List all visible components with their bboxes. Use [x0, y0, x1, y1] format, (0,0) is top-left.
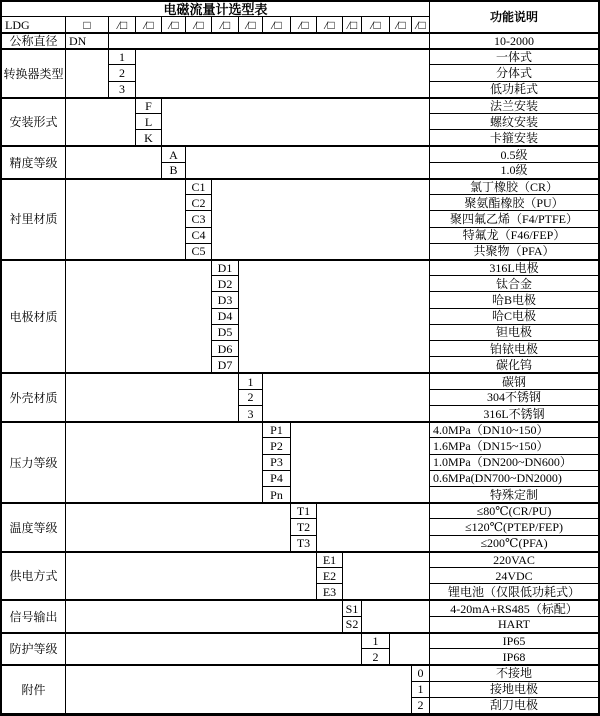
code-cell: 2 — [362, 649, 390, 665]
category-label: 外壳材质 — [2, 373, 66, 422]
code-cell: 3 — [239, 406, 263, 422]
spacer-cell — [66, 146, 162, 178]
code-cell: 1 — [362, 633, 390, 649]
desc-cell: 钛合金 — [430, 276, 598, 292]
desc-cell: 4-20mA+RS485（标配） — [430, 600, 598, 616]
code-cell: 2 — [239, 390, 263, 406]
desc-cell: ≤80℃(CR/PU) — [430, 503, 598, 519]
spacer-cell — [66, 98, 136, 147]
code-cell: 2 — [109, 65, 136, 81]
model-digit-slot: /□ — [186, 17, 212, 33]
model-digit-slot: /□ — [109, 17, 136, 33]
spacer-cell — [212, 179, 430, 260]
code-cell: D7 — [212, 357, 239, 373]
desc-cell: ≤120℃(PTEP/FEP) — [430, 519, 598, 535]
code-cell: D6 — [212, 341, 239, 357]
code-cell: D5 — [212, 325, 239, 341]
spacer-cell — [66, 373, 239, 422]
desc-cell: 共聚物（PFA） — [430, 244, 598, 260]
desc-cell: 聚四氟乙烯（F4/PTFE） — [430, 211, 598, 227]
model-digit-slot: /□ — [390, 17, 412, 33]
code-cell: T1 — [291, 503, 317, 519]
desc-cell: 哈B电极 — [430, 292, 598, 308]
desc-cell: 刮刀电极 — [430, 698, 598, 714]
desc-cell: IP68 — [430, 649, 598, 665]
code-cell: 1 — [109, 49, 136, 65]
desc-cell: 卡箍安装 — [430, 130, 598, 146]
desc-cell: IP65 — [430, 633, 598, 649]
category-label: 压力等级 — [2, 422, 66, 503]
category-label: 衬里材质 — [2, 179, 66, 260]
desc-cell: 螺纹安装 — [430, 114, 598, 130]
code-cell: C5 — [186, 244, 212, 260]
code-cell: B — [162, 163, 186, 179]
code-cell: 0 — [412, 665, 430, 681]
spacer-cell — [291, 422, 430, 503]
code-cell: E1 — [317, 552, 343, 568]
code-cell: S1 — [343, 600, 362, 616]
model-digit-slot: /□ — [291, 17, 317, 33]
category-label: 转换器类型 — [2, 49, 66, 98]
desc-cell: 1.0级 — [430, 163, 598, 179]
spacer-cell — [362, 600, 430, 632]
desc-cell: 不接地 — [430, 665, 598, 681]
code-cell: P1 — [263, 422, 291, 438]
table-title: 电磁流量计选型表 — [2, 2, 430, 17]
code-cell: D4 — [212, 309, 239, 325]
desc-cell: 304不锈钢 — [430, 390, 598, 406]
desc-cell: 哈C电极 — [430, 309, 598, 325]
desc-cell: 铂铱电极 — [430, 341, 598, 357]
code-cell: 3 — [109, 82, 136, 98]
desc-cell: 氯丁橡胶（CR） — [430, 179, 598, 195]
spacer-cell — [239, 260, 430, 374]
spacer-cell — [66, 633, 362, 665]
spacer-cell — [263, 373, 430, 422]
code-cell: Pn — [263, 487, 291, 503]
desc-cell: 1.0MPa（DN200~DN600） — [430, 455, 598, 471]
desc-cell: 24VDC — [430, 568, 598, 584]
code-cell: D1 — [212, 260, 239, 276]
desc-cell: 316L电极 — [430, 260, 598, 276]
code-cell: S2 — [343, 617, 362, 633]
desc-cell: 碳化钨 — [430, 357, 598, 373]
desc-cell: 4.0MPa（DN10~150） — [430, 422, 598, 438]
code-cell-dn: DN — [66, 33, 109, 49]
code-cell: 1 — [412, 682, 430, 698]
code-cell: 2 — [412, 698, 430, 714]
desc-cell: 碳钢 — [430, 373, 598, 389]
desc-cell: 1.6MPa（DN15~150） — [430, 438, 598, 454]
code-cell: L — [136, 114, 162, 130]
category-label-diameter: 公称直径 — [2, 33, 66, 49]
desc-cell: 一体式 — [430, 49, 598, 65]
model-digit-slot: /□ — [362, 17, 390, 33]
code-cell: C1 — [186, 179, 212, 195]
desc-cell: ≤200℃(PFA) — [430, 536, 598, 552]
spacer-cell — [317, 503, 430, 552]
spacer-cell — [66, 503, 291, 552]
category-label: 信号输出 — [2, 600, 66, 632]
desc-cell: 聚氨酯橡胶（PU） — [430, 195, 598, 211]
spacer-cell — [343, 552, 430, 601]
spacer-cell — [109, 33, 430, 49]
desc-cell: 分体式 — [430, 65, 598, 81]
category-label: 温度等级 — [2, 503, 66, 552]
desc-cell: 0.6MPa(DN700~DN2000) — [430, 471, 598, 487]
desc-cell: 特殊定制 — [430, 487, 598, 503]
desc-cell: 低功耗式 — [430, 82, 598, 98]
code-cell: A — [162, 146, 186, 162]
category-label: 电极材质 — [2, 260, 66, 374]
desc-cell: 法兰安装 — [430, 98, 598, 114]
code-cell: C2 — [186, 195, 212, 211]
model-box: □ — [66, 17, 109, 33]
code-cell: D2 — [212, 276, 239, 292]
model-digit-slot: /□ — [162, 17, 186, 33]
code-cell: E3 — [317, 584, 343, 600]
spacer-cell — [390, 633, 430, 665]
code-cell: P4 — [263, 471, 291, 487]
code-cell: C4 — [186, 228, 212, 244]
desc-cell: HART — [430, 617, 598, 633]
code-cell: F — [136, 98, 162, 114]
spacer-cell — [186, 146, 430, 178]
spacer-cell — [66, 179, 186, 260]
model-digit-slot: /□ — [263, 17, 291, 33]
model-digit-slot: /□ — [412, 17, 430, 33]
desc-cell: 0.5级 — [430, 146, 598, 162]
spacer-cell — [66, 260, 212, 374]
category-label: 精度等级 — [2, 146, 66, 178]
category-label: 附件 — [2, 665, 66, 714]
spacer-cell — [66, 552, 317, 601]
spacer-cell — [66, 422, 263, 503]
code-cell: C3 — [186, 211, 212, 227]
code-cell: T3 — [291, 536, 317, 552]
model-digit-slot: /□ — [212, 17, 239, 33]
model-prefix: LDG — [2, 17, 66, 33]
model-digit-slot: /□ — [317, 17, 343, 33]
code-cell: P2 — [263, 438, 291, 454]
code-cell: P3 — [263, 455, 291, 471]
model-digit-slot: /□ — [136, 17, 162, 33]
code-cell: D3 — [212, 292, 239, 308]
desc-cell: 接地电极 — [430, 682, 598, 698]
desc-header: 功能说明 — [430, 2, 598, 33]
spacer-cell — [66, 49, 109, 98]
desc-cell: 316L不锈钢 — [430, 406, 598, 422]
desc-cell: 钽电极 — [430, 325, 598, 341]
code-cell: T2 — [291, 519, 317, 535]
desc-cell: 特氟龙（F46/FEP） — [430, 228, 598, 244]
code-cell: E2 — [317, 568, 343, 584]
category-label: 安装形式 — [2, 98, 66, 147]
desc-cell: 220VAC — [430, 552, 598, 568]
code-cell: 1 — [239, 373, 263, 389]
spacer-cell — [66, 600, 343, 632]
category-label: 供电方式 — [2, 552, 66, 601]
category-label: 防护等级 — [2, 633, 66, 665]
model-digit-slot: /□ — [239, 17, 263, 33]
desc-cell-diameter: 10-2000 — [430, 33, 598, 49]
spacer-cell — [162, 98, 430, 147]
spacer-cell — [136, 49, 430, 98]
spacer-cell — [66, 665, 412, 714]
code-cell: K — [136, 130, 162, 146]
desc-cell: 锂电池（仅限低功耗式） — [430, 584, 598, 600]
model-digit-slot: /□ — [343, 17, 362, 33]
